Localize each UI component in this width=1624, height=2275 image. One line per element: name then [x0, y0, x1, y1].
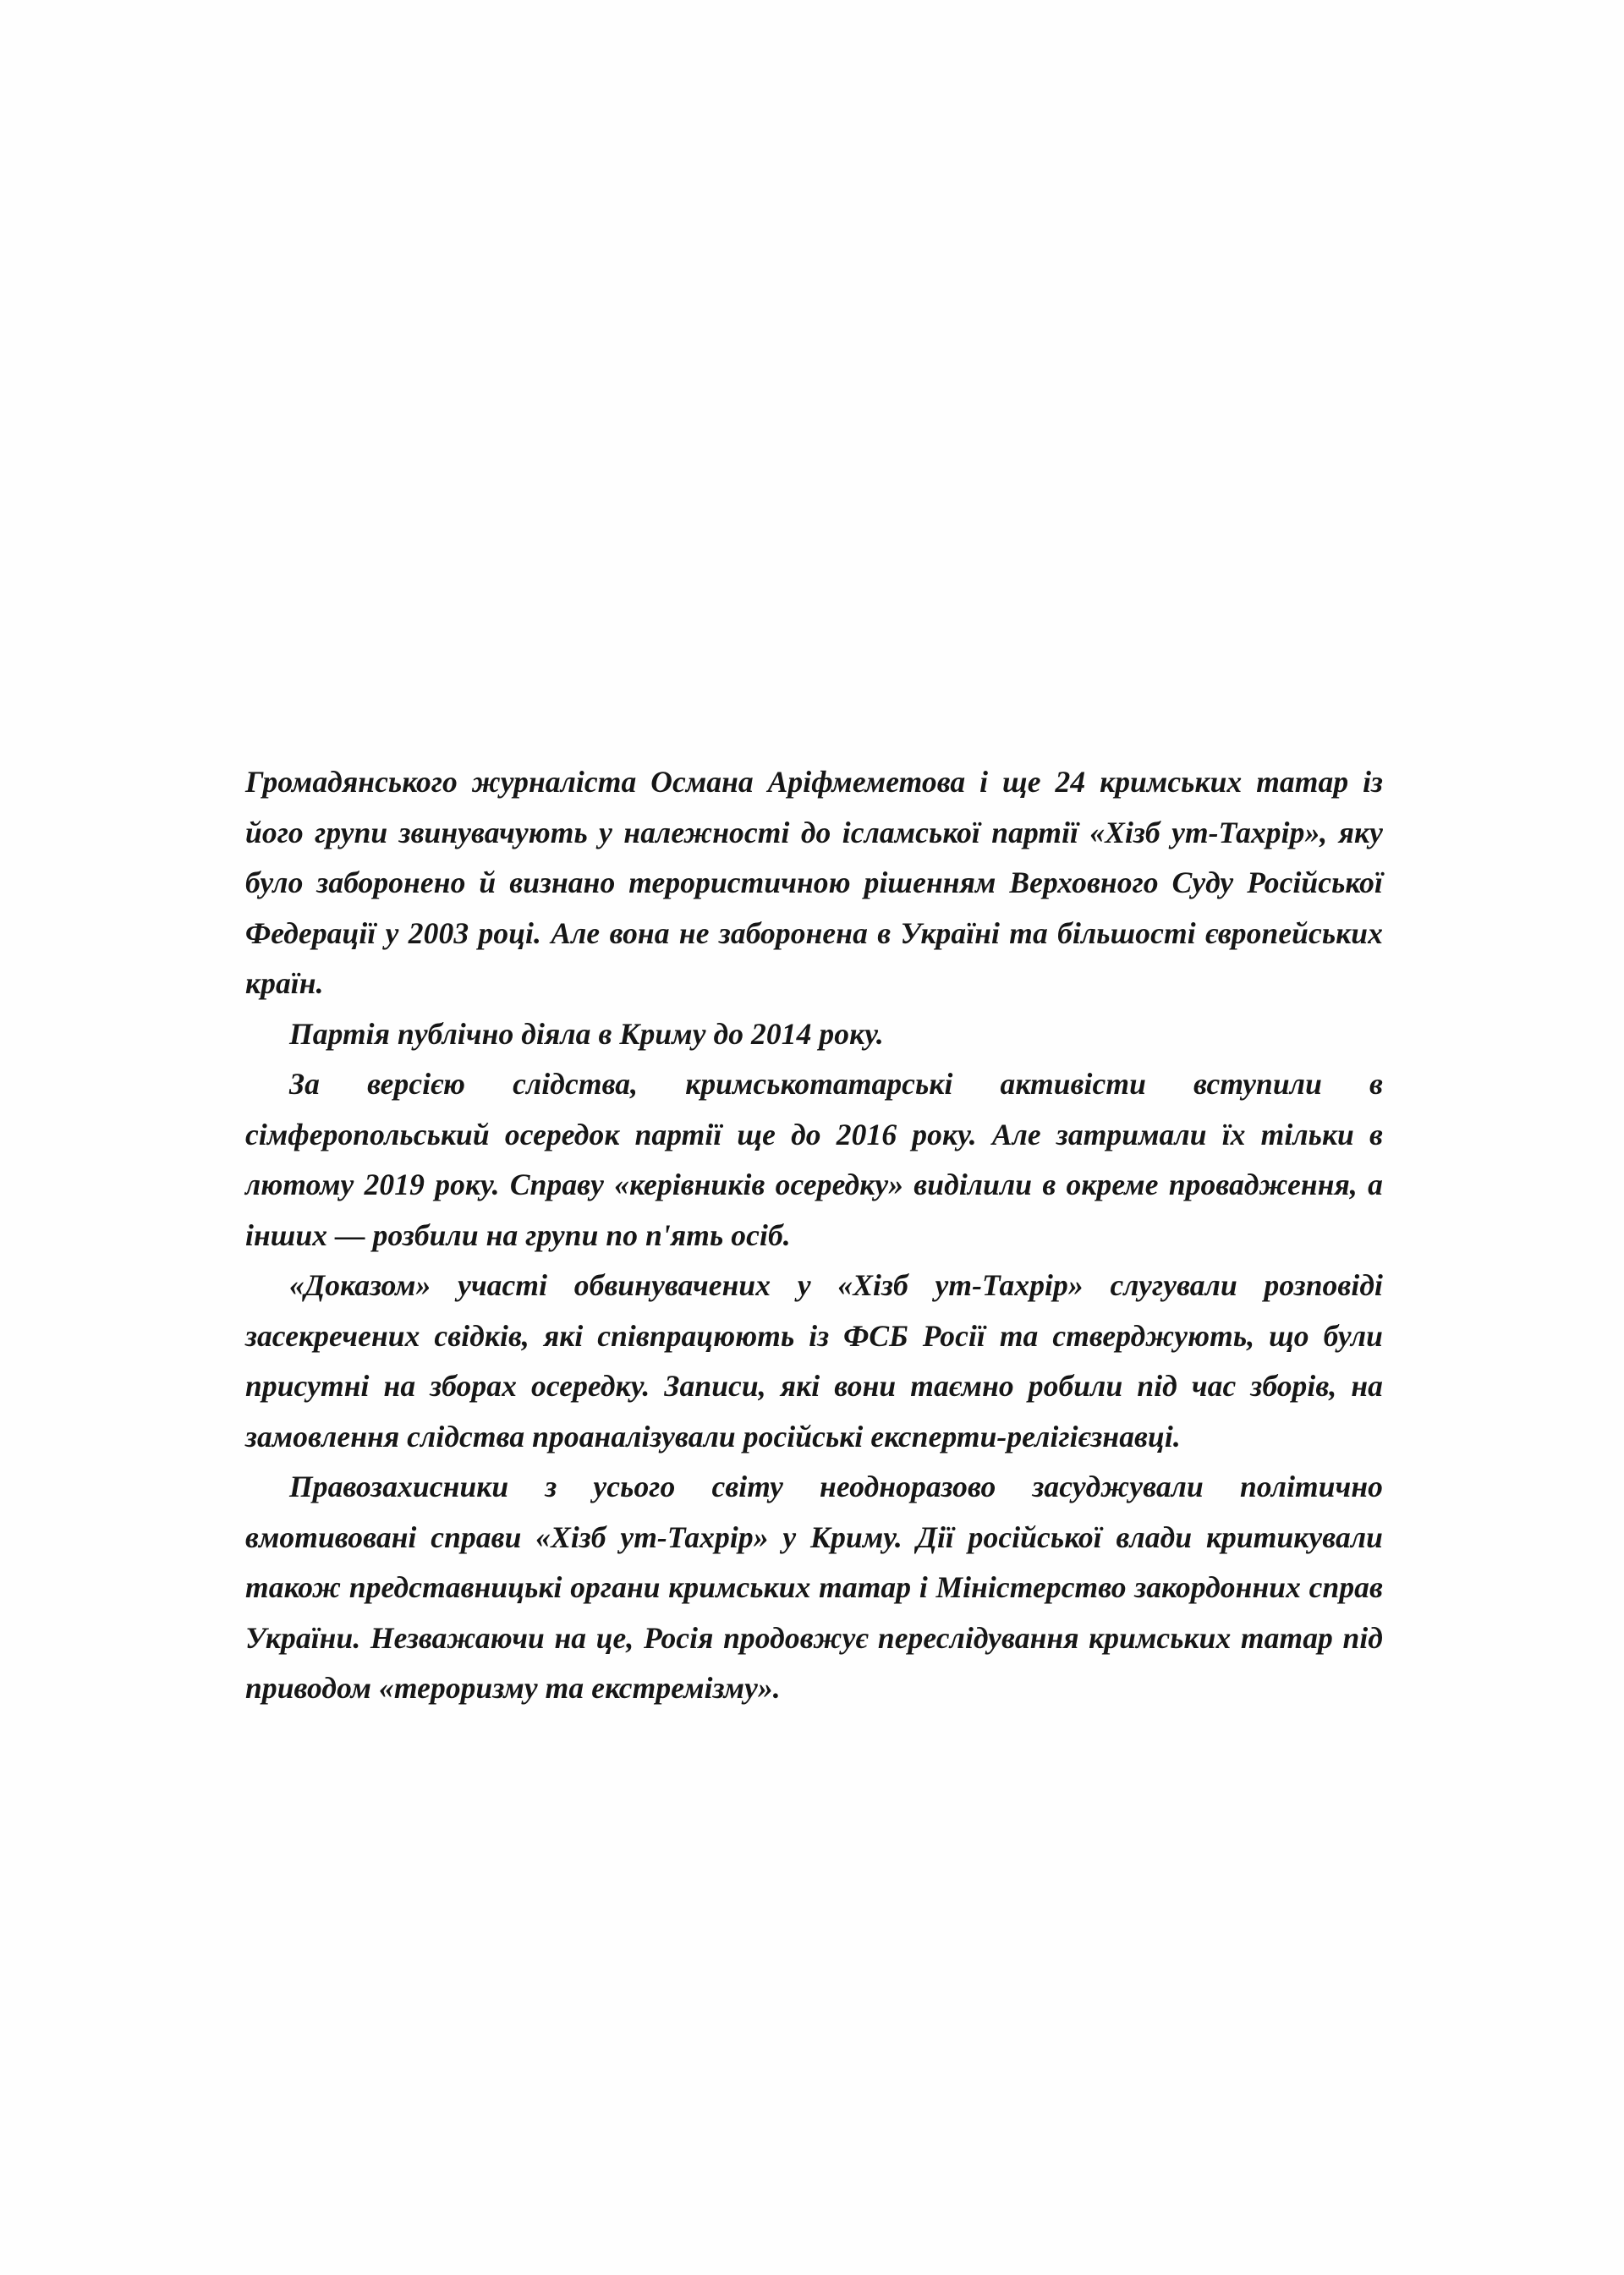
body-paragraph-5: Правозахисники з усього світу неодноразово засуджували політично вмотивовані справи «Хізб ут-Тахрір» у Криму. Дії російської влади критикували також представницькі органи кримських татар і Міністерство закордонних справ України. Незважаючи на це, Росія продовжує переслідування кримських татар під приводом «тероризму та екстремізму».: [245, 1470, 1383, 1705]
body-paragraph-2: Партія публічно діяла в Криму до 2014 року.: [289, 1016, 884, 1051]
body-paragraph-1: Громадянського журналіста Османа Аріфмеметова і ще 24 кримських татар із його групи звинувачують у належності до ісламської партії «Хізб ут-Тахрір», яку було заборонено й визнано терористичною рішенням Верховного Суду Російської Федерації у 2003 році. Але вона не заборонена в Україні та більшості європейських країн.: [245, 765, 1383, 1000]
page-body-text: [245, 757, 1383, 1714]
body-paragraph-3: За версією слідства, кримськотатарські активісти вступили в сімферопольський осередок партії ще до 2016 року. Але затримали їх тільки в лютому 2019 року. Справу «керівників осередку» виділили в окреме провадження, а інших — розбили на групи по п'ять осіб.: [245, 1067, 1383, 1252]
body-paragraph-4: «Доказом» участі обвинувачених у «Хізб ут-Тахрір» слугували розповіді засекречених свідків, які співпрацюють із ФСБ Росії та стверджують, що були присутні на зборах осередку. Записи, які вони таємно робили під час зборів, на замовлення слідства проаналізували російські експерти-релігієзнавці.: [245, 1268, 1383, 1453]
